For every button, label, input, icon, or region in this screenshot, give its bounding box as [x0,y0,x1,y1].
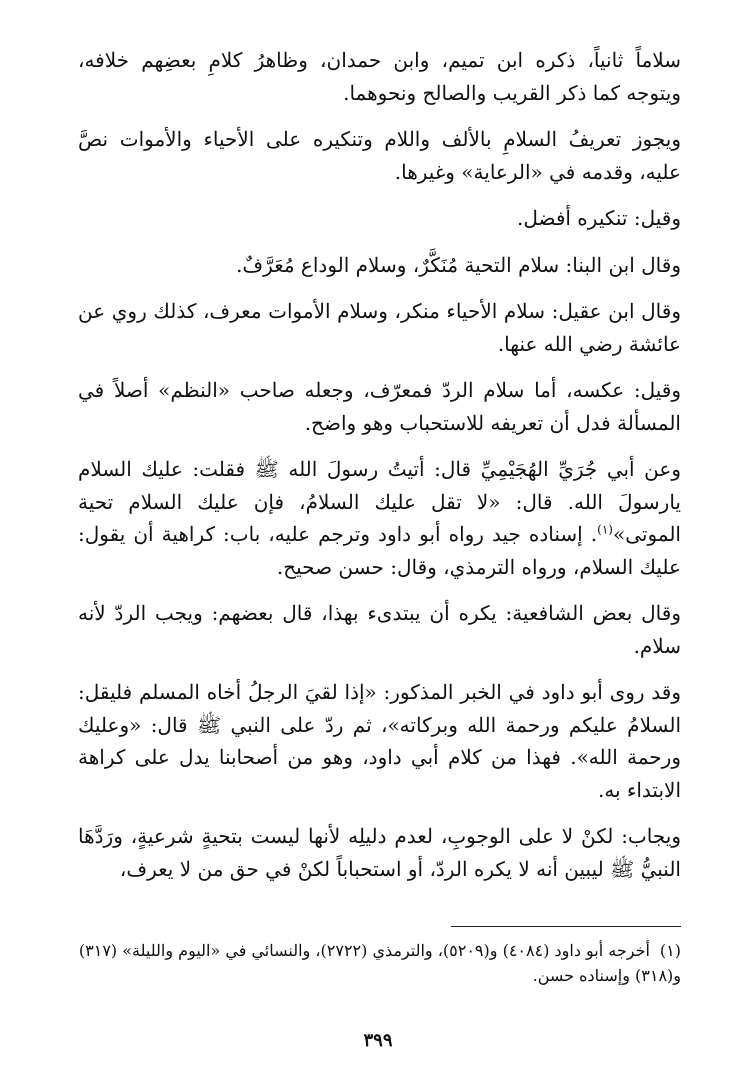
hadith-text-continued: . إسناده جيد رواه أبو داود وترجم عليه، باب: كراهية أن يقول: عليك السلام، ورواه الترمذي، وقال: حسن صحيح. [78,522,681,579]
footnote-divider [451,926,681,927]
page-number: ٣٩٩ [363,1030,393,1051]
paragraph-6: وقيل: عكسه، أما سلام الردّ فمعرّف، وجعله صاحب «النظم» أصلاً في المسألة فدل أن تعريفه للاستحباب وهو واضح. [78,378,681,435]
paragraph-10: ويجاب: لكنْ لا على الوجوبِ، لعدم دليلِه لأنها ليست بتحيةٍ شرعيةٍ، ورَدَّهَا النبيُّ ﷺ ليبين أنه لا يكره الردّ، أو استحباباً لكنْ في حق من لا يعرف، [78,824,681,881]
paragraph-1: سلاماً ثانياً، ذكره ابن تميم، وابن حمدان، وظاهرُ كلامِ بعضِهم خلافه، ويتوجه كما ذكر القريب والصالح ونحوهما. [78,48,681,105]
footnote-text: أخرجه أبو داود (٤٠٨٤) و(٥٢٠٩)، والترمذي (٢٧٢٢)، والنسائي في «اليوم والليلة» (٣١٧) و(٣١٨) وإسناده حسن. [78,941,681,985]
paragraph-8: وقال بعض الشافعية: يكره أن يبتدىء بهذا، قال بعضهم: ويجب الردّ لأنه سلام. [78,601,681,658]
hadith-text: وعن أبي جُرَيِّ الهُجَيْمِيِّ قال: أتيتُ رسولَ الله ﷺ فقلت: عليك السلام يارسولَ الله. قال: «لا تقل عليك السلامُ، فإن عليك السلام تحية الموتى» [78,457,681,546]
paragraph-3: وقيل: تنكيره أفضل. [516,206,681,230]
footnotes [78,938,681,988]
paragraph-2: ويجوز تعريفُ السلامِ بالألف واللام وتنكيره على الأحياء والأموات نصَّ عليه، وقدمه في «الرعاية» وغيرها. [78,127,681,184]
paragraph-hadith [78,453,681,583]
paragraph-4: وقال ابن البنا: سلام التحية مُنَكَّرٌ، وسلام الوداع مُعَرَّفٌ. [236,252,681,277]
footnote-1 [78,938,681,988]
paragraph-9: وقد روى أبو داود في الخبر المذكور: «إذا لقيَ الرجلُ أخاه المسلم فليقل: السلامُ عليكم ورحمة الله وبركاته»، ثم ردّ على النبي ﷺ قال: «وعليك ورحمة الله». فهذا من كلام أبي داود، وهو من أصحابنا يدل على كراهة الابتداء به. [78,680,681,802]
footnote-reference[interactable]: (١) [597,522,613,537]
footnote-number: (١) [659,941,681,960]
paragraph-5: وقال ابن عقيل: سلام الأحياء منكر، وسلام الأموات معرف، كذلك روي عن عائشة رضي الله عنها. [78,299,681,356]
main-text [78,44,681,899]
